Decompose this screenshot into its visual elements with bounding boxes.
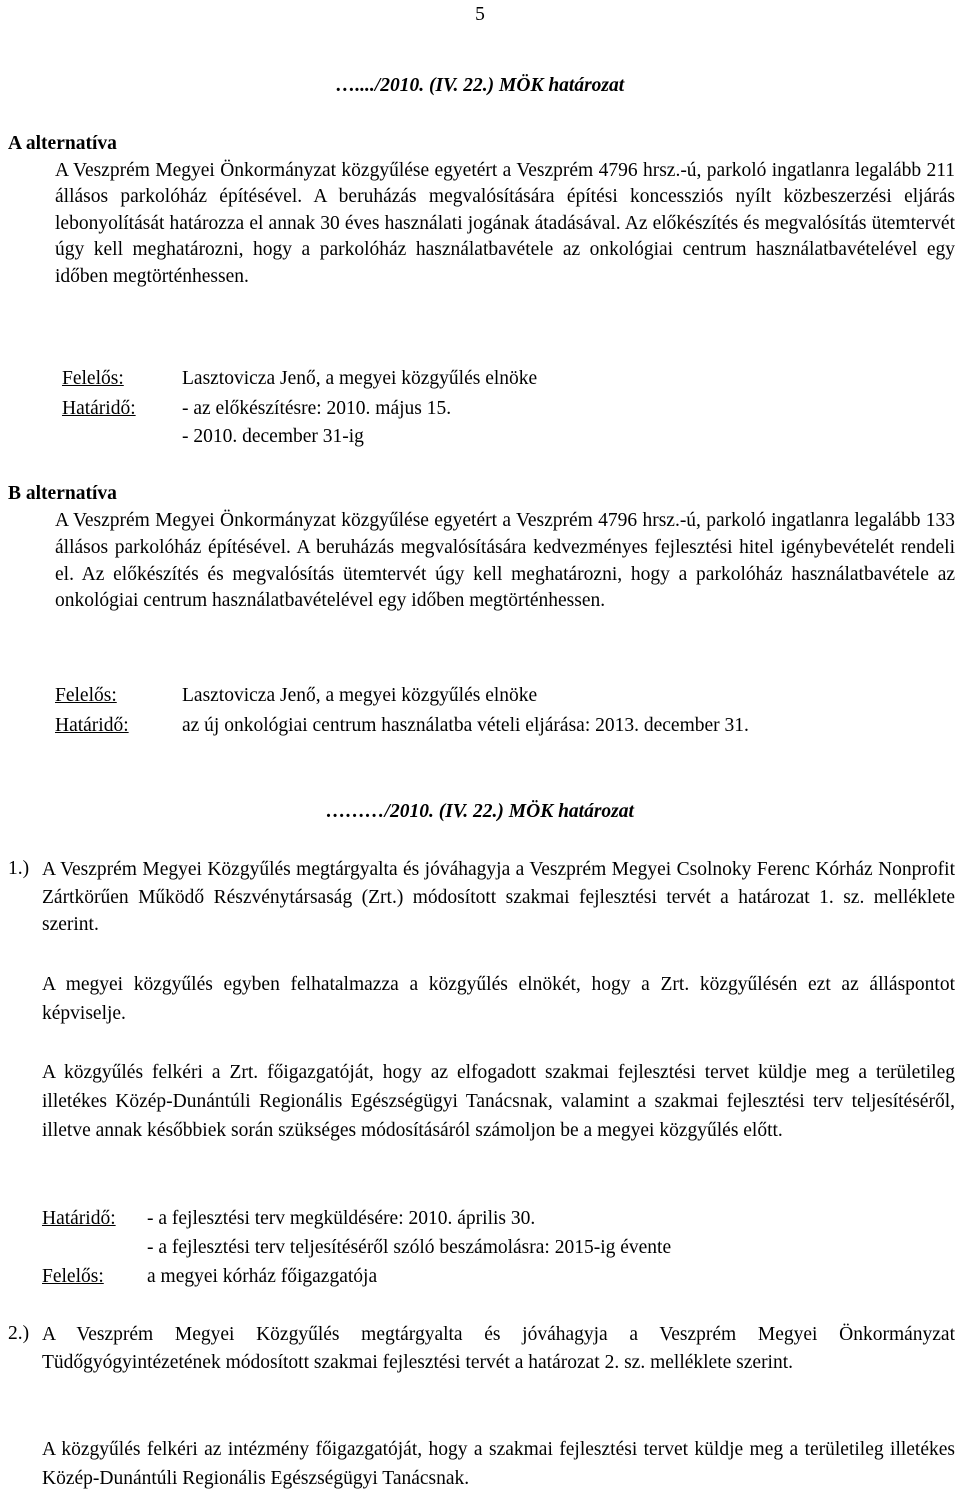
item1-para3: A közgyűlés felkéri a Zrt. főigazgatóját, hogy az elfogadott szakmai fejlesztési tervet küldje meg a területileg illetékes Közép-Dunántúli Regionális Egészségügyi Tanácsnak, valamint a szakmai fejlesztési terv teljesítéséről, illetve annak későbbiek során szükséges módosításáról számoljon be a megyei közgyűlés előtt. xyxy=(42,1062,955,1141)
page-number: 5 xyxy=(475,4,485,25)
alt-b-felelos-label: Felelős: xyxy=(55,685,117,706)
item1-hatarido-value1: - a fejlesztési terv megküldésére: 2010. április 30. xyxy=(147,1208,536,1229)
alt-a-hatarido-value2: - 2010. december 31-ig xyxy=(182,426,364,447)
item1-felelos-label: Felelős: xyxy=(42,1266,104,1287)
item2-number: 2.) xyxy=(8,1323,30,1344)
item1-text: A Veszprém Megyei Közgyűlés megtárgyalta és jóváhagyja a Veszprém Megyei Csolnoky Ferenc Kórház Nonprofit Zártkörűen Működő Részvénytársaság (Zrt.) módosított szakmai fejlesztési tervét a határozat 1. sz. melléklete szerint. xyxy=(42,859,955,935)
item1-para2: A megyei közgyűlés egyben felhatalmazza a közgyűlés elnökét, hogy a Zrt. közgyűlésén ezt az álláspontot képviselje. xyxy=(42,974,955,1024)
item1-hatarido-value2: - a fejlesztési terv teljesítéséről szóló beszámolásra: 2015-ig évente xyxy=(147,1237,672,1258)
alt-b-text: A Veszprém Megyei Önkormányzat közgyűlése egyetért a Veszprém 4796 hrsz.-ú, parkoló ingatlanra legalább 133 állásos parkolóház építésével. A beruházás megvalósítására kedvezményes fejlesztési hitel igénybevételét rendeli el. Az előkészítés és megvalósítás ütemtervét úgy kell meghatározni, hogy a parkolóház használatbavétele az onkológiai centrum használatbavételével egy időben megtörténhessen. xyxy=(55,510,955,612)
item2-text: A Veszprém Megyei Közgyűlés megtárgyalta és jóváhagyja a Veszprém Megyei Önkormányzat Tüdőgyógyintézetének módosított szakmai fejlesztési tervét a határozat 2. sz. melléklete szerint. xyxy=(42,1324,955,1373)
alt-a-text: A Veszprém Megyei Önkormányzat közgyűlése egyetért a Veszprém 4796 hrsz.-ú, parkoló ingatlanra legalább 211 állásos parkolóház építésével. A beruházás megvalósítására építési koncessziós nyílt közbeszerzési eljárás lebonyolítását határozza el annak 30 éves használati jogának átadásával. Az előkészítés és megvalósítás ütemtervét úgy kell meghatározni, hogy a parkolóház használatbavétele az onkológiai centrum használatbavételével egy időben megtörténhessen. xyxy=(55,160,955,287)
item1-hatarido-label: Határidő: xyxy=(42,1208,116,1229)
alt-a-felelos-label: Felelős: xyxy=(62,368,124,389)
alt-a-hatarido-value1: - az előkészítésre: 2010. május 15. xyxy=(182,398,452,419)
item2-para2: A közgyűlés felkéri az intézmény főigazgatóját, hogy a szakmai fejlesztési tervet küldje meg a területileg illetékes Közép-Dunántúli Regionális Egészségügyi Tanácsnak. xyxy=(42,1439,955,1489)
decision1-title: …..../2010. (IV. 22.) MÖK határozat xyxy=(335,75,625,96)
alt-b-hatarido-value: az új onkológiai centrum használatba vételi eljárása: 2013. december 31. xyxy=(182,715,749,736)
item1-number: 1.) xyxy=(8,858,30,879)
alt-a-felelos-value: Lasztovicza Jenő, a megyei közgyűlés elnöke xyxy=(182,368,538,389)
alt-a-heading: A alternatíva xyxy=(8,133,117,154)
alt-a-hatarido-label: Határidő: xyxy=(62,398,136,419)
alt-b-felelos-value: Lasztovicza Jenő, a megyei közgyűlés elnöke xyxy=(182,685,538,706)
decision2-title: ………/2010. (IV. 22.) MÖK határozat xyxy=(326,801,634,822)
alt-b-hatarido-label: Határidő: xyxy=(55,715,129,736)
alt-b-heading: B alternatíva xyxy=(8,483,117,504)
item1-felelos-value: a megyei kórház főigazgatója xyxy=(147,1266,378,1287)
